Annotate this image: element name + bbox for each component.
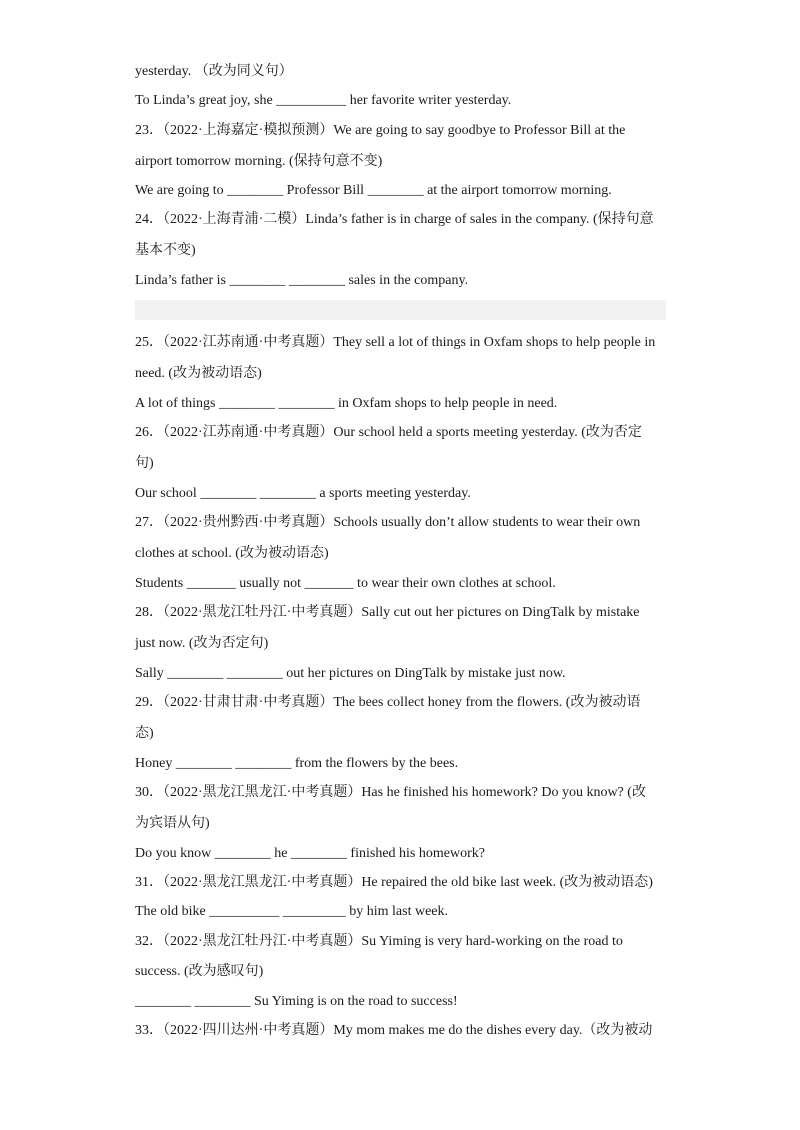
q25-answer-line: A lot of things ________ ________ in Oxfam shops to help people in need. <box>135 396 558 411</box>
q29-question: 29．（2022·甘肃甘肃·中考真题）The bees collect honey from the flowers. (改为被动语 <box>135 695 641 710</box>
q32-question: 32．（2022·黑龙江牡丹江·中考真题）Su Yiming is very hard-working on the road to <box>135 934 623 949</box>
q33-question: 33．（2022·四川达州·中考真题）My mom makes me do the dishes every day.（改为被动 <box>135 1023 653 1038</box>
q32-answer-line: ________ ________ Su Yiming is on the road to success! <box>135 994 458 1009</box>
q30-question: 30．（2022·黑龙江黑龙江·中考真题）Has he finished his homework? Do you know? (改 <box>135 785 646 800</box>
q23-question-cont: airport tomorrow morning. (保持句意不变) <box>135 154 383 169</box>
q22-original-tail: yesterday. （改为同义句） <box>135 64 293 79</box>
section-divider-band <box>135 300 666 320</box>
q27-question-cont: clothes at school. (改为被动语态) <box>135 546 329 561</box>
q30-answer-line: Do you know ________ he ________ finished his homework? <box>135 846 485 861</box>
q29-answer-line: Honey ________ ________ from the flowers by the bees. <box>135 756 459 771</box>
q23-question: 23．（2022·上海嘉定·模拟预测）We are going to say goodbye to Professor Bill at the <box>135 123 626 138</box>
q28-answer-line: Sally ________ ________ out her pictures on DingTalk by mistake just now. <box>135 666 566 681</box>
q24-answer-line: Linda’s father is ________ ________ sales in the company. <box>135 273 469 288</box>
q25-question: 25．（2022·江苏南通·中考真题）They sell a lot of things in Oxfam shops to help people in <box>135 335 656 350</box>
q27-question: 27．（2022·贵州黔西·中考真题）Schools usually don’t allow students to wear their own <box>135 515 641 530</box>
q26-answer-line: Our school ________ ________ a sports meeting yesterday. <box>135 486 471 501</box>
q27-answer-line: Students _______ usually not _______ to wear their own clothes at school. <box>135 576 556 591</box>
q32-question-cont: success. (改为感叹句) <box>135 964 264 979</box>
q24-question: 24．（2022·上海青浦·二模）Linda’s father is in charge of sales in the company. (保持句意 <box>135 212 654 227</box>
q23-answer-line: We are going to ________ Professor Bill ________ at the airport tomorrow morning. <box>135 183 612 198</box>
q28-question: 28．（2022·黑龙江牡丹江·中考真题）Sally cut out her pictures on DingTalk by mistake <box>135 605 640 620</box>
q31-answer-line: The old bike __________ _________ by him last week. <box>135 904 449 919</box>
q26-question: 26．（2022·江苏南通·中考真题）Our school held a sports meeting yesterday. (改为否定 <box>135 425 642 440</box>
q26-question-cont: 句) <box>135 456 154 471</box>
q28-question-cont: just now. (改为否定句) <box>135 636 269 651</box>
q22-answer-line: To Linda’s great joy, she __________ her favorite writer yesterday. <box>135 93 512 108</box>
q29-question-cont: 态) <box>135 726 154 741</box>
q25-question-cont: need. (改为被动语态) <box>135 366 262 381</box>
q30-question-cont: 为宾语从句) <box>135 816 210 831</box>
q31-question: 31．（2022·黑龙江黑龙江·中考真题）He repaired the old bike last week. (改为被动语态) <box>135 875 653 890</box>
q24-question-cont: 基本不变) <box>135 243 196 258</box>
